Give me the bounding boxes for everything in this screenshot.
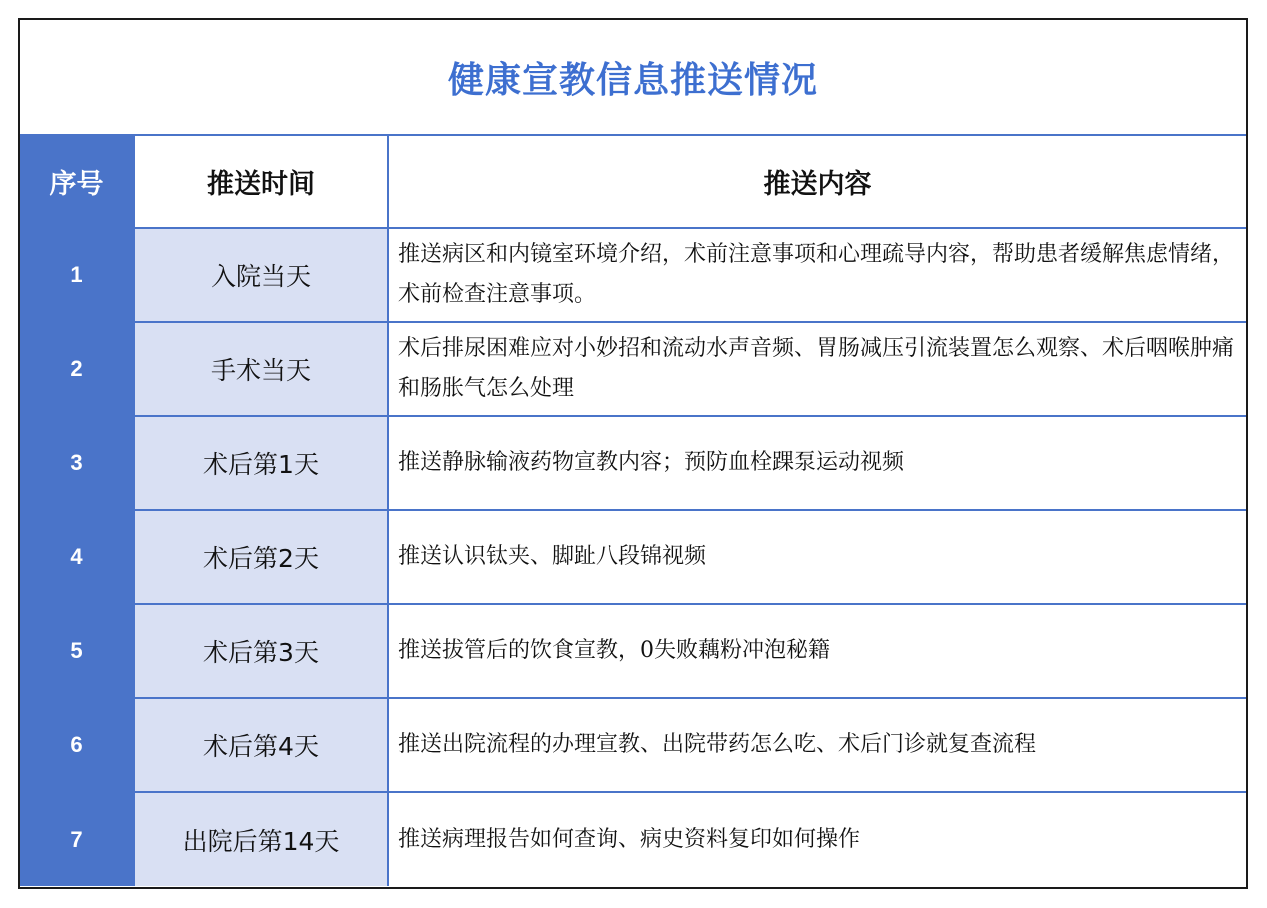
row-content: 术后排尿困难应对小妙招和流动水声音频、胃肠减压引流装置怎么观察、术后咽喉肿痛和肠胀气怎么处理: [388, 322, 1246, 416]
row-time: 手术当天: [134, 322, 388, 416]
table-row: [20, 228, 1246, 322]
row-index: 5: [20, 604, 134, 698]
row-index: 1: [20, 228, 134, 322]
table-header-row: [20, 136, 1246, 228]
row-time: 术后第3天: [134, 604, 388, 698]
row-index: 6: [20, 698, 134, 792]
table-row: [20, 510, 1246, 604]
header-index: 序号: [20, 136, 134, 228]
table-row: [20, 322, 1246, 416]
row-time: 出院后第14天: [134, 792, 388, 886]
row-content: 推送静脉输液药物宣教内容；预防血栓踝泵运动视频: [388, 416, 1246, 510]
row-time: 术后第1天: [134, 416, 388, 510]
row-content: 推送拔管后的饮食宣教，0失败藕粉冲泡秘籍: [388, 604, 1246, 698]
title-bar: [20, 20, 1246, 136]
header-content: 推送内容: [388, 136, 1246, 228]
row-time: 术后第4天: [134, 698, 388, 792]
health-education-table-sheet: [18, 18, 1248, 889]
row-index: 4: [20, 510, 134, 604]
row-content: 推送病区和内镜室环境介绍，术前注意事项和心理疏导内容，帮助患者缓解焦虑情绪，术前检查注意事项。: [388, 228, 1246, 322]
row-index: 2: [20, 322, 134, 416]
row-content: 推送认识钛夹、脚趾八段锦视频: [388, 510, 1246, 604]
page-title: 健康宣教信息推送情况: [447, 59, 818, 101]
row-time: 术后第2天: [134, 510, 388, 604]
push-schedule-table: [20, 136, 1246, 886]
row-time: 入院当天: [134, 228, 388, 322]
row-index: 7: [20, 792, 134, 886]
header-time: 推送时间: [134, 136, 388, 228]
table-row: [20, 792, 1246, 886]
row-content: 推送病理报告如何查询、病史资料复印如何操作: [388, 792, 1246, 886]
row-content: 推送出院流程的办理宣教、出院带药怎么吃、术后门诊就复查流程: [388, 698, 1246, 792]
table-row: [20, 604, 1246, 698]
table-row: [20, 698, 1246, 792]
table-row: [20, 416, 1246, 510]
row-index: 3: [20, 416, 134, 510]
